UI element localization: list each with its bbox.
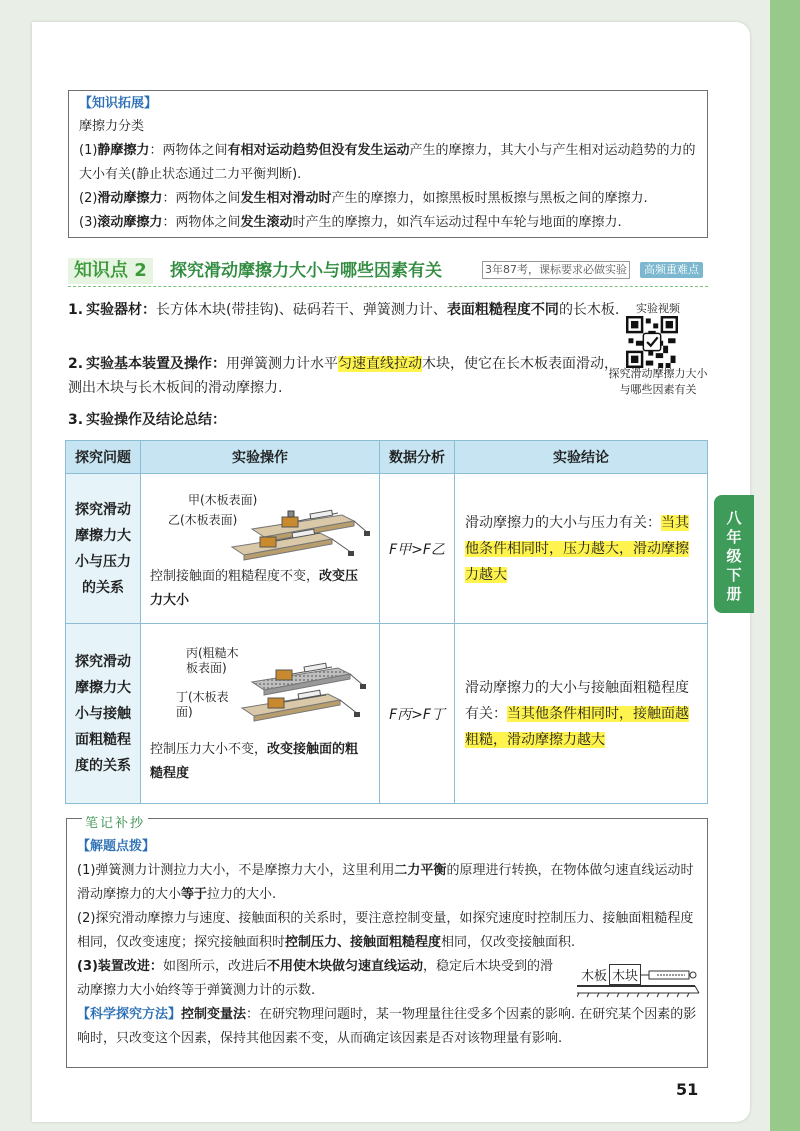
grade-side-tab	[714, 495, 754, 613]
step-2: 2. 实验基本装置及操作：用弹簧测力计水平匀速直线拉动木块，使它在长木板表面滑动，测出木块与长木板间的滑动摩擦力.	[68, 356, 618, 396]
ext-title: 摩擦力分类	[79, 119, 145, 134]
label-jia: 甲(木板表面)	[188, 492, 258, 507]
header-analysis: 数据分析	[380, 441, 455, 474]
step-1: 1. 实验器材：长方体木块(带挂钩)、砝码若干、弹簧测力计、表面粗糙程度不同的长木板.	[68, 302, 620, 318]
improved-apparatus-figure	[577, 965, 703, 999]
qr-code-icon[interactable]	[626, 316, 678, 368]
notes-box	[66, 818, 708, 1068]
section-title: 探究滑动摩擦力大小与哪些因素有关	[170, 261, 442, 281]
ext-label: 【知识拓展】	[79, 96, 158, 111]
row2-analysis: F丙>F丁	[380, 624, 455, 804]
row2-operation	[141, 624, 380, 804]
step-3: 3. 实验操作及结论总结：	[68, 412, 226, 428]
section-heading	[68, 258, 708, 284]
tips-label: 【解题点拨】	[77, 839, 156, 854]
ext-item-2: (2)滑动摩擦力：两物体之间发生相对滑动时产生的摩擦力，如擦黑板时黑板擦与黑板之间的摩擦力.	[79, 191, 648, 206]
row2-diagram	[142, 642, 378, 738]
side-tab-text: 八年级下册	[726, 509, 742, 603]
row2-question: 探究滑动摩擦力大小与接触面粗糙程度的关系	[66, 624, 141, 804]
fig-label-block: 木块	[609, 964, 641, 985]
row1-operation-text: 控制接触面的粗糙程度不变，改变压力大小	[150, 568, 359, 608]
header-question: 探究问题	[66, 441, 141, 474]
row2-operation-text: 控制压力大小不变，改变接触面的粗糙程度	[150, 741, 359, 781]
experiment-table	[65, 440, 708, 804]
knowledge-extension-box	[68, 90, 708, 238]
page-edge-band	[770, 0, 800, 1131]
tip-3: (3)装置改进：如图所示，改进后不用使木块做匀速直线运动，稳定后木块受到的滑动摩擦力大小始终等于弹簧测力计的示数.	[77, 959, 553, 998]
tip-2: (2)探究滑动摩擦力与速度、接触面积的关系时，要注意控制变量，如探究速度时控制压力、接触面粗糙程度相同，仅改变速度；探究接触面积时控制压力、接触面粗糙程度相同，仅改变接触面积.	[77, 911, 694, 950]
table-header-row	[66, 441, 708, 474]
row1-diagram	[142, 485, 378, 565]
fig-label-board: 木板	[581, 969, 608, 984]
qr-title: 实验视频	[636, 302, 680, 315]
ext-item-3: (3)滚动摩擦力：两物体之间发生滚动时产生的摩擦力，如汽车运动过程中车轮与地面的摩擦力.	[79, 215, 622, 230]
knowledge-point-tag: 知识点 2	[68, 258, 153, 284]
header-operation: 实验操作	[141, 441, 380, 474]
table-row	[66, 624, 708, 804]
method-note: 【科学探究方法】控制变量法：在研究物理问题时，某一物理量往往受多个因素的影响. 在研究某个因素的影响时，只改变这个因素，保持其他因素不变，从而确定该因素是否对该物理量有影响.	[77, 1007, 697, 1046]
tip-1: (1)弹簧测力计测拉力大小，不是摩擦力大小，这里利用二力平衡的原理进行转换，在物体做匀速直线运动时滑动摩擦力的大小等于拉力的大小.	[77, 863, 694, 902]
row1-question: 探究滑动摩擦力大小与压力的关系	[66, 474, 141, 624]
label-ding: 丁(木板表面)	[176, 689, 229, 719]
section-divider	[68, 286, 708, 287]
label-yi: 乙(木板表面)	[168, 512, 238, 527]
exam-frequency-note: 3年87考，课标要求必做实验	[482, 261, 630, 279]
row1-operation	[141, 474, 380, 624]
qr-caption: 探究滑动摩擦力大小与哪些因素有关	[608, 367, 708, 396]
difficulty-badge: 高频重难点	[640, 262, 703, 278]
table-row	[66, 474, 708, 624]
friction-apparatus-pressure	[142, 485, 378, 565]
row1-analysis: F甲>F乙	[380, 474, 455, 624]
header-conclusion: 实验结论	[455, 441, 708, 474]
row2-conclusion: 滑动摩擦力的大小与接触面粗糙程度有关：当其他条件相同时，接触面越粗糙，滑动摩擦力越大	[455, 624, 708, 804]
label-bing: 丙(粗糙木板表面)	[186, 645, 239, 675]
notes-label: 笔记补抄	[82, 812, 148, 831]
ext-item-1: (1)静摩擦力：两物体之间有相对运动趋势但没有发生运动产生的摩擦力，其大小与产生相对运动趋势的力的大小有关(静止状态通过二力平衡判断).	[79, 143, 696, 182]
friction-apparatus-roughness	[142, 642, 378, 738]
row1-conclusion: 滑动摩擦力的大小与压力有关：当其他条件相同时，压力越大，滑动摩擦力越大	[455, 474, 708, 624]
page-number: 51	[676, 1080, 699, 1099]
